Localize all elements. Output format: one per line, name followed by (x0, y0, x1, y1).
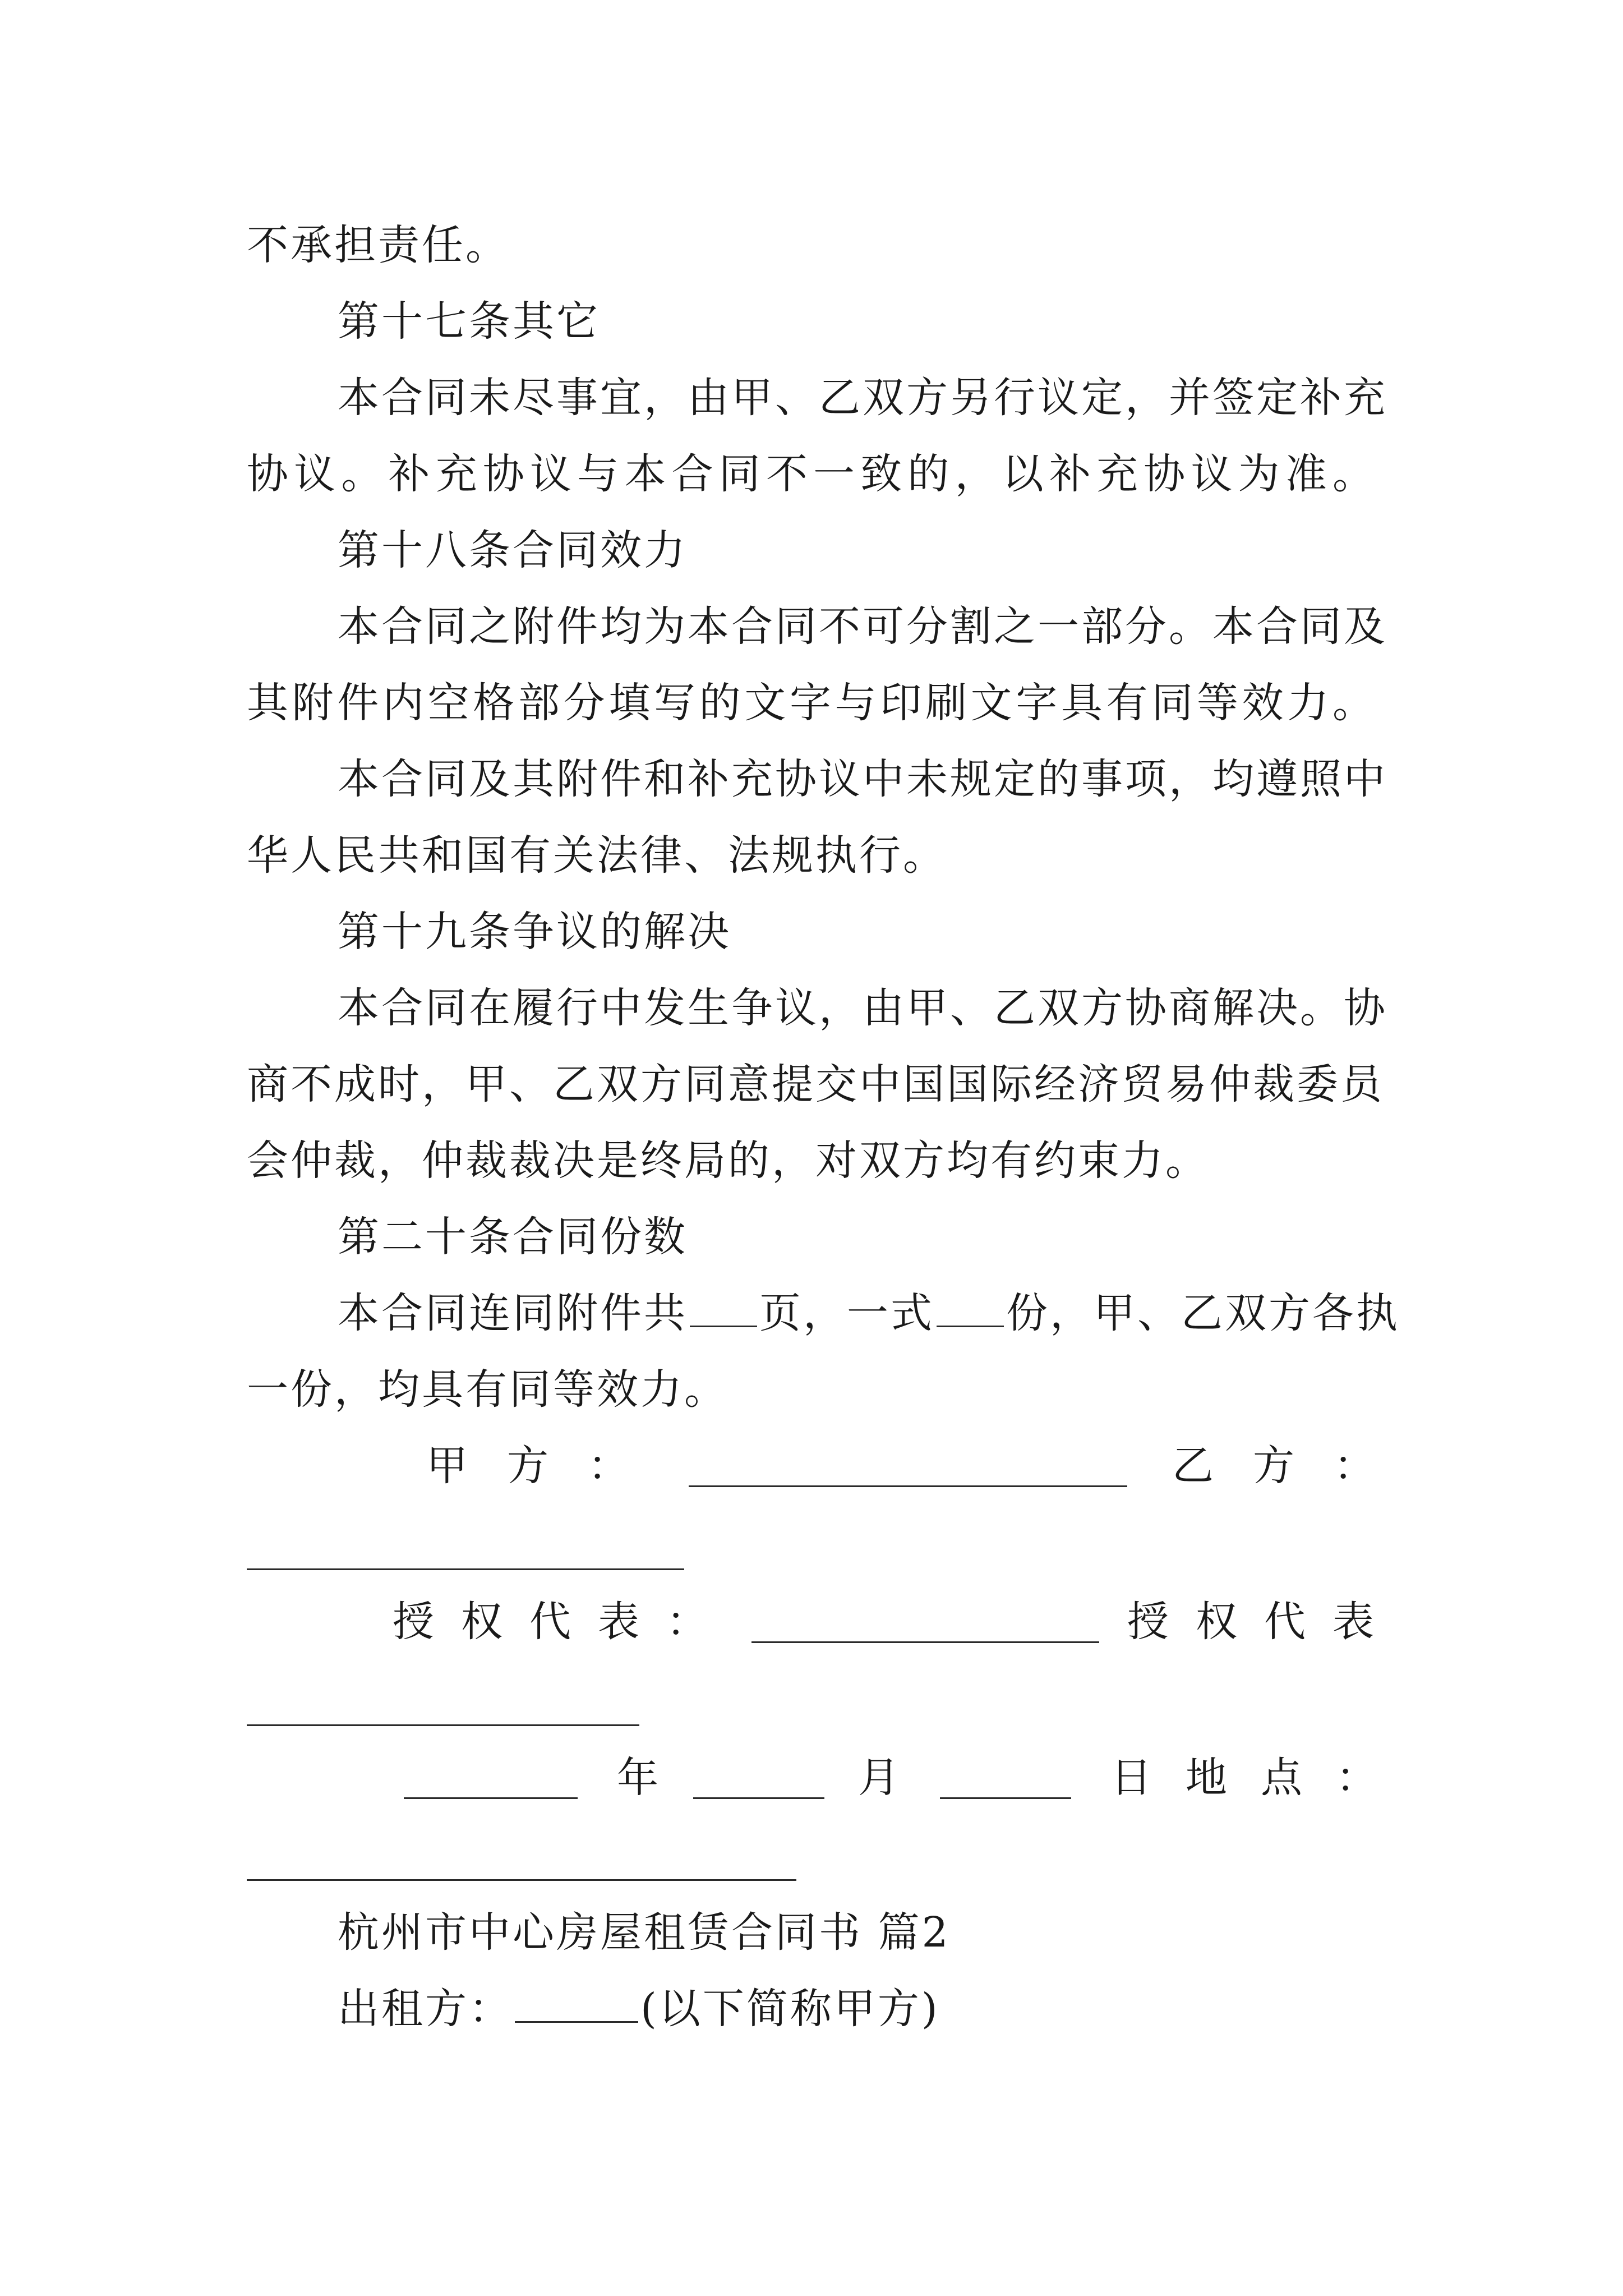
article-20-heading: 第二十条合同份数 (338, 1213, 688, 1261)
party-b-signature-line (247, 1568, 684, 1570)
party-a-label: 甲方： (426, 1442, 668, 1490)
text-line: 本合同及其附件和补充协议中未规定的事项，均遵照中 (338, 755, 1387, 803)
copy-count-blank (937, 1286, 1004, 1327)
article-17-heading: 第十七条其它 (338, 297, 600, 346)
rep-a-label: 授权代表： (393, 1598, 735, 1646)
page-count-blank (690, 1286, 757, 1327)
text-line: 本合同未尽事宜，由甲、乙双方另行议定，并签定补充 (338, 374, 1387, 422)
contract-2-title: 杭州市中心房屋租赁合同书 篇2 (338, 1908, 951, 1957)
lessor-line (338, 1978, 1376, 2040)
party-a-signature-line (689, 1485, 1127, 1487)
month-blank (693, 1797, 824, 1799)
month-label: 月 (858, 1754, 902, 1802)
text-line: 商不成时，甲、乙双方同意提交中国国际经济贸易仲裁委员 (247, 1060, 1384, 1108)
text-line: 一份，均具有同等效力。 (247, 1365, 728, 1414)
text-line: 会仲裁，仲裁裁决是终局的，对双方均有约束力。 (247, 1137, 1209, 1185)
article-19-heading: 第十九条争议的解决 (338, 908, 731, 956)
party-b-label: 乙方： (1172, 1442, 1414, 1490)
lessor-note: (以下简称甲方) (640, 1985, 940, 2033)
rep-b-signature-line (247, 1724, 639, 1726)
rep-a-signature-line (751, 1641, 1099, 1643)
text-line-with-blanks (338, 1282, 1400, 1344)
day-place-label: 日地点： (1110, 1754, 1411, 1802)
place-blank (247, 1879, 796, 1881)
rep-b-label: 授权代表 (1127, 1598, 1401, 1646)
year-blank (404, 1797, 578, 1799)
day-blank (940, 1797, 1071, 1799)
text-line: 不承担责任。 (247, 221, 509, 269)
text-line: 本合同在履行中发生争议，由甲、乙双方协商解决。协 (338, 984, 1387, 1032)
article-18-heading: 第十八条合同效力 (338, 526, 688, 574)
text-line: 其附件内空格部分填写的文字与印刷文字具有同等效力。 (247, 679, 1376, 727)
text-line: 华人民共和国有关法律、法规执行。 (247, 831, 947, 880)
text-line: 协议。补充协议与本合同不一致的，以补充协议为准。 (247, 450, 1376, 498)
lessor-label: 出租方： (338, 1985, 513, 2033)
text-line: 本合同之附件均为本合同不可分割之一部分。本合同及 (338, 602, 1387, 651)
year-label: 年 (617, 1754, 661, 1802)
lessor-name-blank (515, 1982, 638, 2023)
text-segment: 份，甲、乙双方各执 (1006, 1289, 1400, 1337)
text-segment: 本合同连同附件共 (338, 1289, 688, 1337)
text-segment: 页，一式 (759, 1289, 934, 1337)
